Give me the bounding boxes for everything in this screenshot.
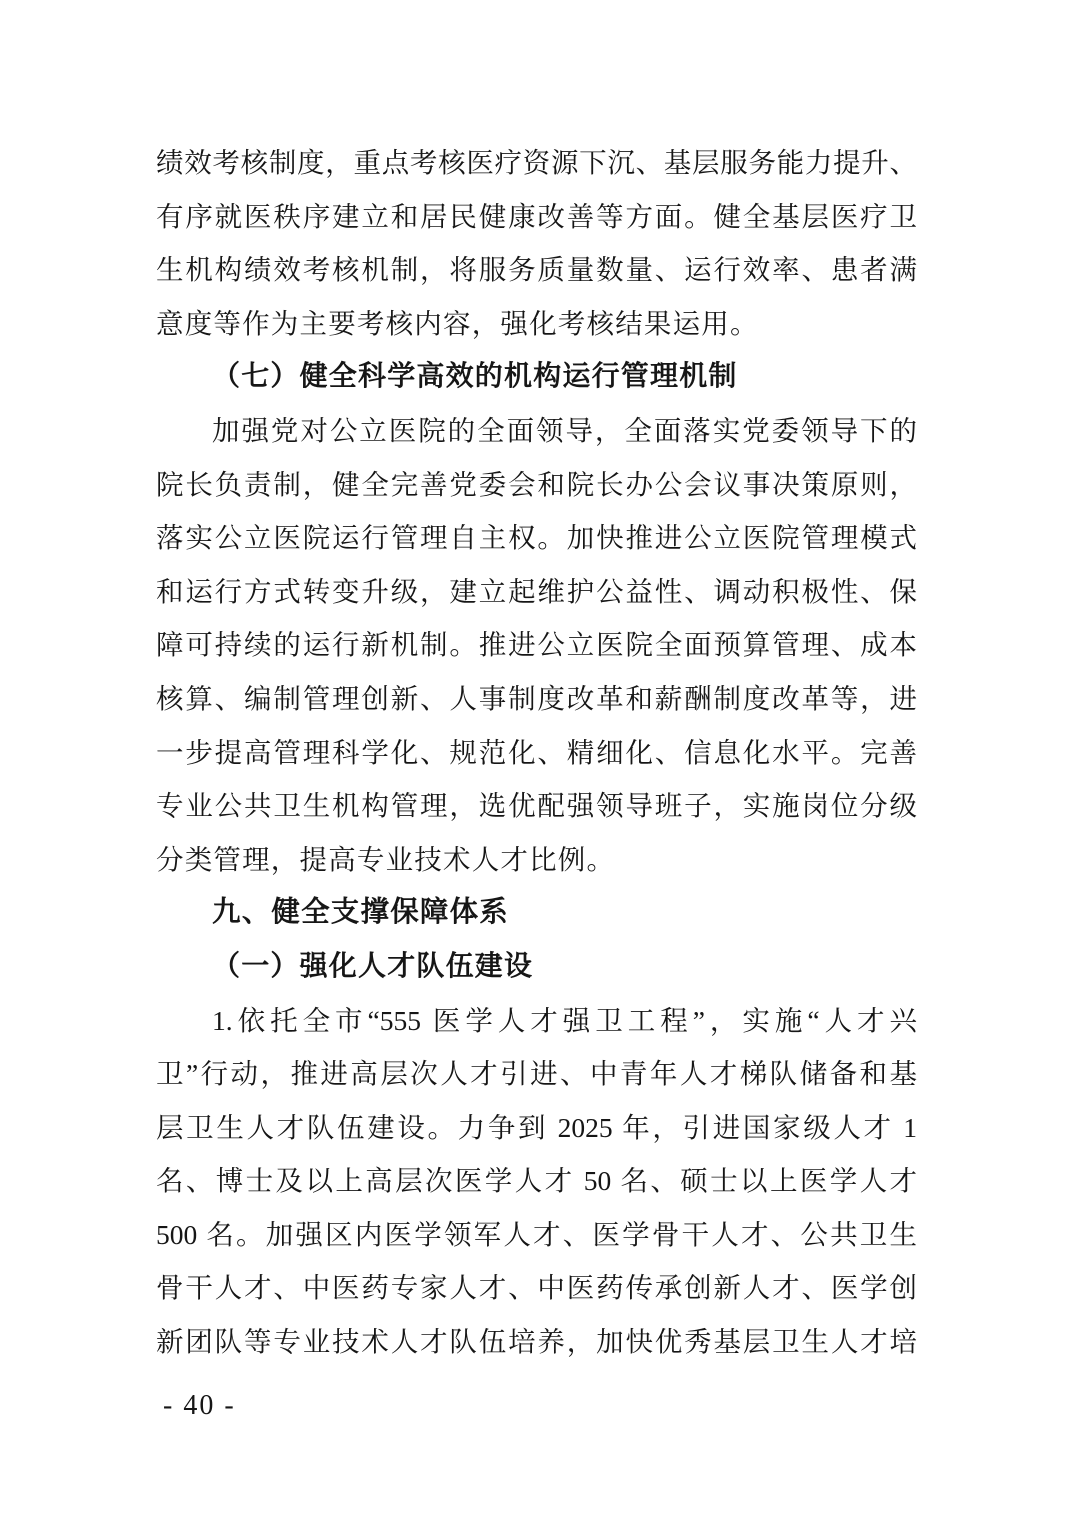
paragraph-line: 500 名。加强区内医学领军人才、医学骨干人才、公共卫生 bbox=[156, 1218, 917, 1250]
section-heading-7: （七）健全科学高效的机构运行管理机制 bbox=[212, 361, 738, 393]
paragraph-line: 有序就医秩序建立和居民健康改善等方面。健全基层医疗卫 bbox=[156, 200, 917, 232]
paragraph-line: 新团队等专业技术人才队伍培养，加快优秀基层卫生人才培 bbox=[156, 1326, 917, 1358]
paragraph-line: 专业公共卫生机构管理，选优配强领导班子，实施岗位分级 bbox=[156, 790, 917, 822]
page-number: - 40 - bbox=[163, 1390, 236, 1421]
paragraph-line: 核算、编制管理创新、人事制度改革和薪酬制度改革等，进 bbox=[156, 682, 917, 714]
paragraph-line: 名、博士及以上高层次医学人才 50 名、硕士以上医学人才 bbox=[156, 1165, 917, 1197]
document-body bbox=[156, 136, 917, 1369]
paragraph-line: 意度等作为主要考核内容，强化考核结果运用。 bbox=[156, 307, 759, 339]
paragraph-line: 生机构绩效考核机制，将服务质量数量、运行效率、患者满 bbox=[156, 254, 917, 286]
chapter-heading-9: 九、健全支撑保障体系 bbox=[212, 896, 510, 929]
paragraph-line: 分类管理，提高专业技术人才比例。 bbox=[156, 843, 616, 875]
paragraph-line: 绩效考核制度，重点考核医疗资源下沉、基层服务能力提升、 bbox=[156, 147, 917, 178]
paragraph-line: 骨干人才、中医药专家人才、中医药传承创新人才、医学创 bbox=[156, 1272, 917, 1304]
paragraph-line: 层卫生人才队伍建设。力争到 2025 年，引进国家级人才 1 bbox=[156, 1111, 917, 1143]
paragraph-line: 和运行方式转变升级，建立起维护公益性、调动积极性、保 bbox=[156, 575, 917, 607]
paragraph-line: 卫”行动，推进高层次人才引进、中青年人才梯队储备和基 bbox=[156, 1058, 917, 1090]
section-heading-1: （一）强化人才队伍建设 bbox=[212, 950, 534, 982]
paragraph-line: 院长负责制，健全完善党委会和院长办公会议事决策原则， bbox=[156, 468, 917, 500]
paragraph-line: 加强党对公立医院的全面领导，全面落实党委领导下的 bbox=[212, 414, 917, 446]
paragraph-line: 障可持续的运行新机制。推进公立医院全面预算管理、成本 bbox=[156, 629, 917, 661]
paragraph-line: 落实公立医院运行管理自主权。加快推进公立医院管理模式 bbox=[156, 522, 917, 554]
paragraph-line: 一步提高管理科学化、规范化、精细化、信息化水平。完善 bbox=[156, 736, 917, 768]
paragraph-line: 1.依托全市“555 医学人才强卫工程”，实施“人才兴 bbox=[212, 1004, 917, 1036]
